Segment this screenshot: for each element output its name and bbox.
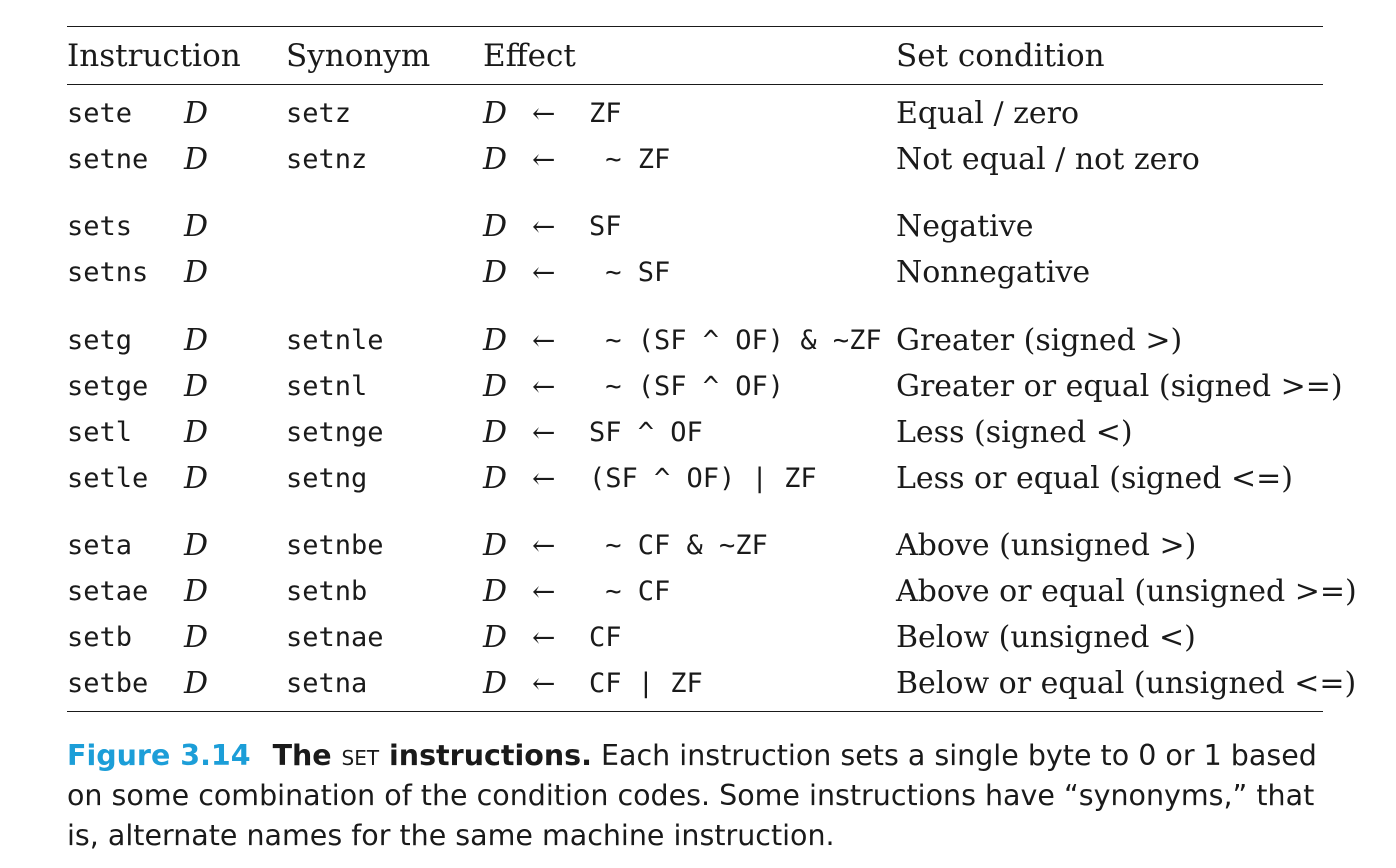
- effect-expression: ~ CF & ~ZF: [589, 530, 768, 561]
- table-bottom-rule: [67, 711, 1323, 712]
- table-header-rule: [67, 84, 1323, 85]
- left-arrow-icon: ←: [532, 256, 556, 289]
- dest-operand: D: [184, 528, 209, 563]
- effect-dest: D: [483, 666, 508, 701]
- set-condition-cell: Greater (signed >): [896, 323, 1183, 358]
- effect-expression: ~ (SF ^ OF): [589, 371, 785, 402]
- left-arrow-icon: ←: [532, 97, 556, 130]
- table-row: [67, 618, 1323, 658]
- effect-dest: D: [483, 620, 508, 655]
- dest-operand: D: [184, 461, 209, 496]
- synonym-cell: setnbe: [286, 530, 384, 561]
- table-row: [67, 94, 1323, 134]
- set-condition-cell: Less or equal (signed <=): [896, 461, 1293, 496]
- effect-expression: ZF: [589, 98, 622, 129]
- instruction-cell: setl: [67, 417, 133, 448]
- table-row: [67, 526, 1323, 566]
- set-condition-cell: Not equal / not zero: [896, 142, 1200, 177]
- instruction-cell: setge: [67, 371, 149, 402]
- caption-title: [273, 739, 592, 772]
- figure-caption: [67, 736, 1327, 856]
- effect-expression: (SF ^ OF) | ZF: [589, 463, 817, 494]
- instruction-cell: setle: [67, 463, 149, 494]
- left-arrow-icon: ←: [532, 416, 556, 449]
- dest-operand: D: [184, 96, 209, 131]
- synonym-cell: setna: [286, 668, 368, 699]
- dest-operand: D: [184, 574, 209, 609]
- synonym-cell: setng: [286, 463, 368, 494]
- dest-operand: D: [184, 209, 209, 244]
- table-row: [67, 413, 1323, 453]
- header-instruction: Instruction: [67, 38, 241, 74]
- caption-title-pre: The: [272, 739, 342, 772]
- table-row: [67, 367, 1343, 407]
- effect-dest: D: [483, 461, 508, 496]
- effect-dest: D: [483, 255, 508, 290]
- dest-operand: D: [184, 415, 209, 450]
- left-arrow-icon: ←: [532, 210, 556, 243]
- effect-dest: D: [483, 209, 508, 244]
- instruction-cell: setbe: [67, 668, 149, 699]
- instruction-cell: setg: [67, 325, 133, 356]
- left-arrow-icon: ←: [532, 462, 556, 495]
- synonym-cell: setnz: [286, 144, 368, 175]
- left-arrow-icon: ←: [532, 621, 556, 654]
- effect-dest: D: [483, 369, 508, 404]
- table-row: [67, 207, 1323, 247]
- effect-dest: D: [483, 96, 508, 131]
- instruction-cell: setne: [67, 144, 149, 175]
- dest-operand: D: [184, 142, 209, 177]
- table-row: [67, 140, 1323, 180]
- effect-dest: D: [483, 142, 508, 177]
- left-arrow-icon: ←: [532, 143, 556, 176]
- synonym-cell: setnb: [286, 576, 368, 607]
- effect-expression: ~ (SF ^ OF) & ~ZF: [589, 325, 882, 356]
- dest-operand: D: [184, 255, 209, 290]
- set-condition-cell: Below (unsigned <): [896, 620, 1196, 655]
- caption-title-post: instructions.: [379, 739, 592, 772]
- set-condition-cell: Above (unsigned >): [896, 528, 1197, 563]
- synonym-cell: setnae: [286, 622, 384, 653]
- synonym-cell: setnge: [286, 417, 384, 448]
- dest-operand: D: [184, 620, 209, 655]
- effect-expression: SF ^ OF: [589, 417, 703, 448]
- set-condition-cell: Less (signed <): [896, 415, 1133, 450]
- effect-dest: D: [483, 415, 508, 450]
- left-arrow-icon: ←: [532, 529, 556, 562]
- table-row: [67, 459, 1323, 499]
- left-arrow-icon: ←: [532, 324, 556, 357]
- synonym-cell: setz: [286, 98, 352, 129]
- effect-expression: CF | ZF: [589, 668, 703, 699]
- set-condition-cell: Greater or equal (signed >=): [896, 369, 1343, 404]
- table-row: [67, 664, 1357, 704]
- set-condition-cell: Nonnegative: [896, 255, 1091, 290]
- effect-expression: ~ ZF: [589, 144, 671, 175]
- caption-title-smallcaps: set: [341, 739, 380, 772]
- header-set-condition: Set condition: [896, 38, 1105, 74]
- set-condition-cell: Below or equal (unsigned <=): [896, 666, 1357, 701]
- instruction-cell: setns: [67, 257, 149, 288]
- instruction-cell: setb: [67, 622, 133, 653]
- table-row: [67, 253, 1323, 293]
- table-row: [67, 321, 1323, 361]
- synonym-cell: setnl: [286, 371, 368, 402]
- instruction-cell: sete: [67, 98, 133, 129]
- table-top-rule: [67, 26, 1323, 27]
- instruction-cell: seta: [67, 530, 133, 561]
- left-arrow-icon: ←: [532, 667, 556, 700]
- left-arrow-icon: ←: [532, 575, 556, 608]
- effect-dest: D: [483, 574, 508, 609]
- instruction-cell: sets: [67, 211, 133, 242]
- effect-expression: ~ CF: [589, 576, 671, 607]
- caption-body: Each instruction sets a single byte to 0 or 1 based on some combination of the condition codes. Some instructions have “synonyms,” that is, alternate names for the same machine instruction.: [67, 739, 1317, 852]
- set-condition-cell: Equal / zero: [896, 96, 1080, 131]
- effect-expression: ~ SF: [589, 257, 671, 288]
- left-arrow-icon: ←: [532, 370, 556, 403]
- dest-operand: D: [184, 369, 209, 404]
- dest-operand: D: [184, 323, 209, 358]
- figure-label: Figure 3.14: [67, 739, 251, 772]
- synonym-cell: setnle: [286, 325, 384, 356]
- header-effect: Effect: [483, 38, 576, 74]
- effect-expression: CF: [589, 622, 622, 653]
- set-condition-cell: Above or equal (unsigned >=): [896, 574, 1357, 609]
- instruction-cell: setae: [67, 576, 149, 607]
- effect-expression: SF: [589, 211, 622, 242]
- dest-operand: D: [184, 666, 209, 701]
- set-condition-cell: Negative: [896, 209, 1034, 244]
- effect-dest: D: [483, 528, 508, 563]
- header-synonym: Synonym: [286, 38, 431, 74]
- table-row: [67, 572, 1357, 612]
- effect-dest: D: [483, 323, 508, 358]
